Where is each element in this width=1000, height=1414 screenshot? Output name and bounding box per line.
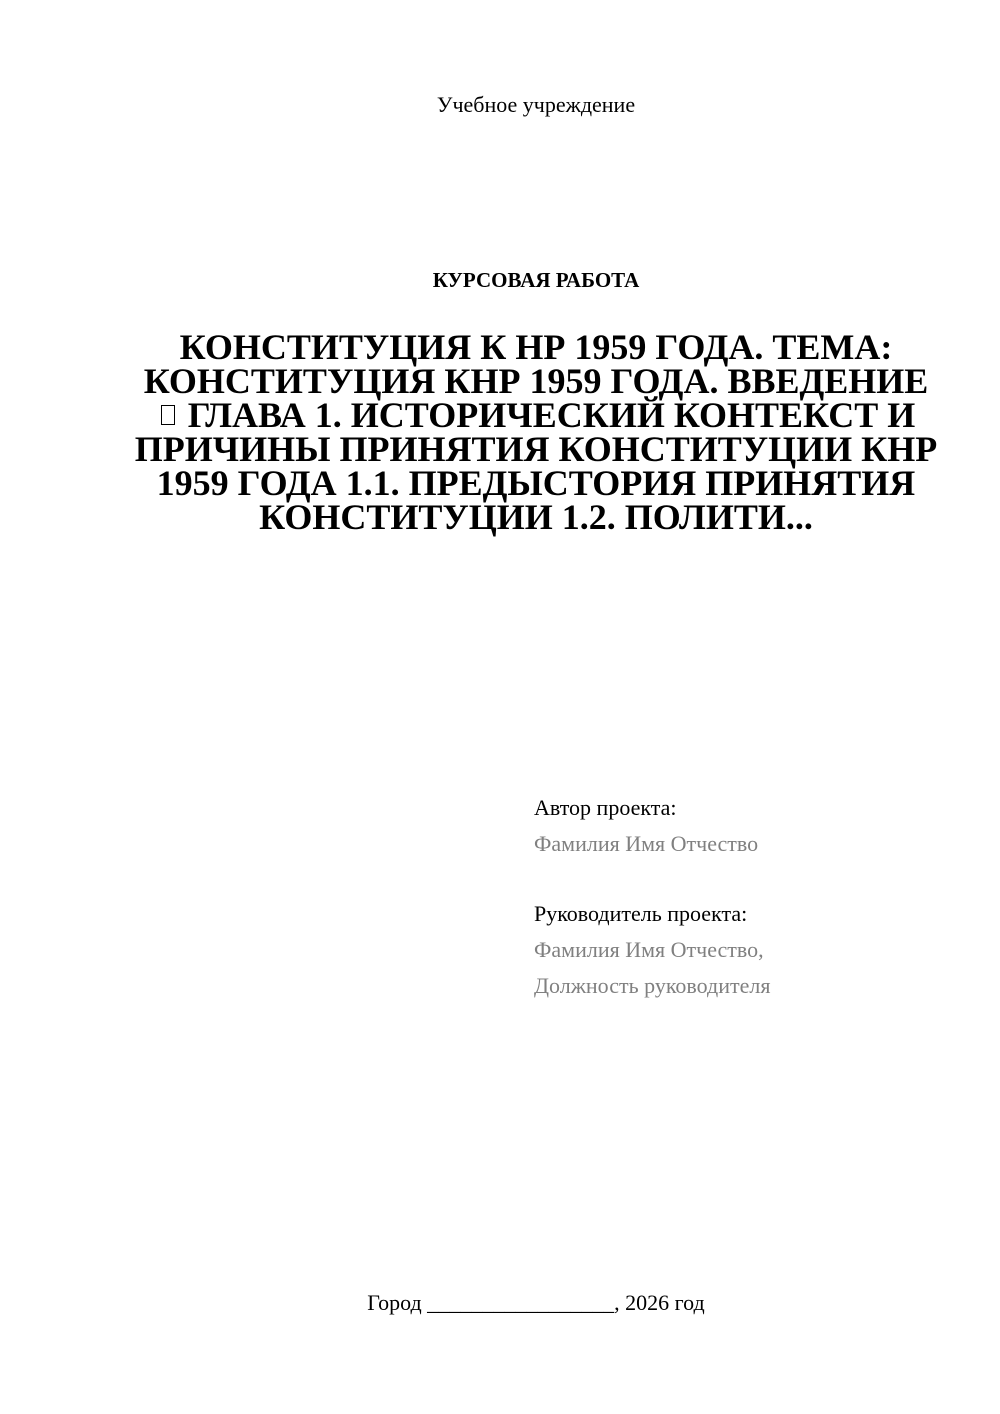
document-type: КУРСОВАЯ РАБОТА: [432, 268, 640, 292]
city-year-line: Город _________________, 2026 год: [367, 1290, 705, 1315]
supervisor-label: Руководитель проекта:: [534, 901, 748, 926]
document-title-part-1: КОНСТИТУЦИЯ К НР 1959 ГОДА. ТЕМА: КОНСТИТУЦИЯ КНР 1959 ГОДА. ВВЕДЕНИЕ: [143, 327, 929, 401]
missing-glyph-icon: [161, 405, 175, 425]
author-name: Фамилия Имя Отчество: [534, 831, 759, 856]
document-title-part-2: ГЛАВА 1. ИСТОРИЧЕСКИЙ КОНТЕКСТ И ПРИЧИНЫ ПРИНЯТИЯ КОНСТИТУЦИИ КНР 1959 ГОДА 1.1. ПРЕДЫСТОРИЯ ПРИНЯТИЯ КОНСТИТУЦИИ 1.2. ПОЛИТИ...: [134, 395, 938, 537]
author-label: Автор проекта:: [534, 795, 677, 820]
institution-name: Учебное учреждение: [436, 92, 636, 117]
credits-block: [534, 790, 974, 1004]
document-title: [130, 327, 942, 537]
supervisor-name: Фамилия Имя Отчество,: [534, 937, 764, 962]
supervisor-position: Должность руководителя: [534, 973, 771, 998]
